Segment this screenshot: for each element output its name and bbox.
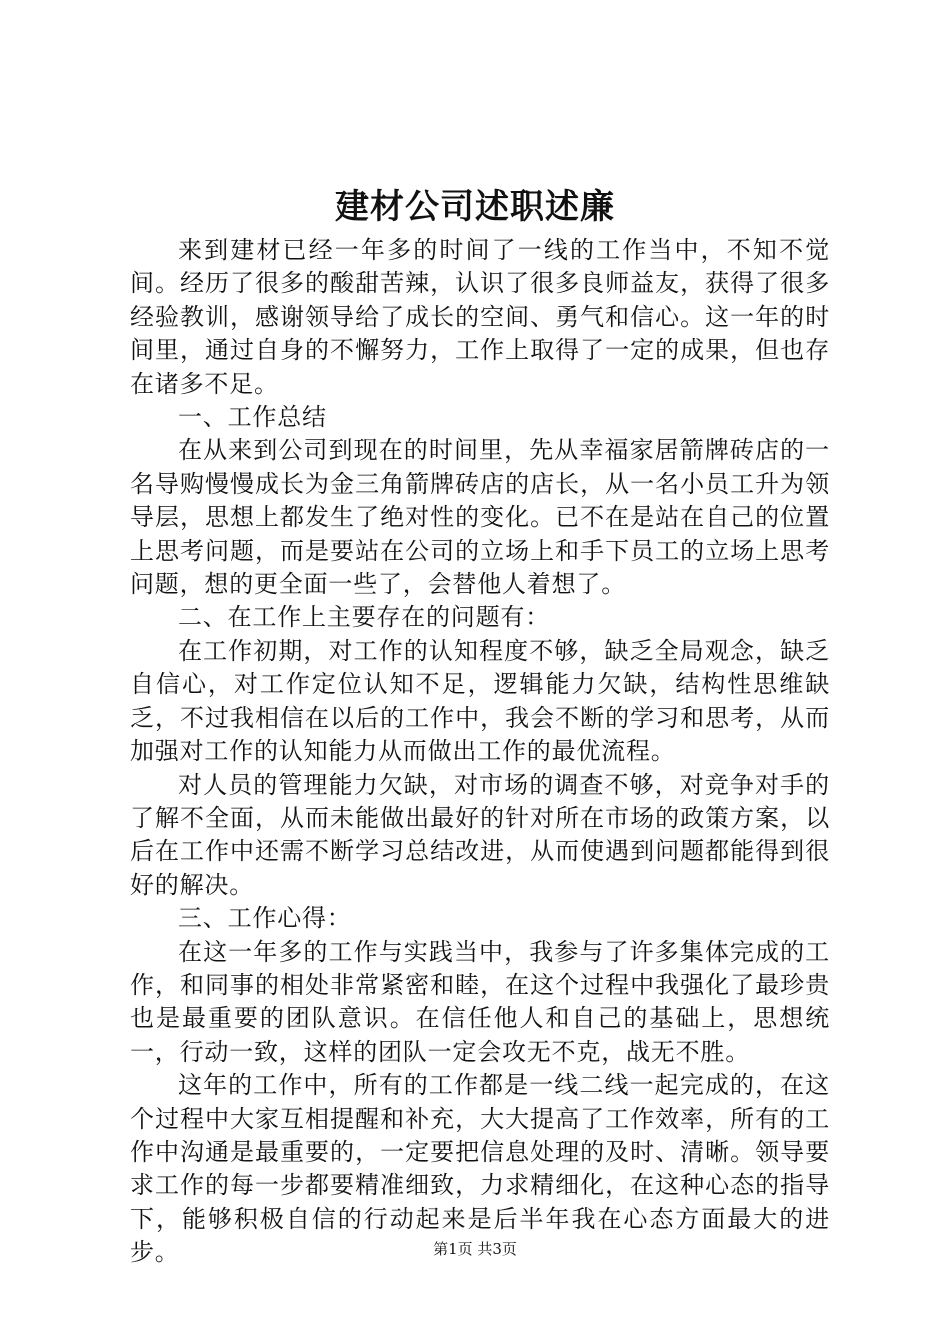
document-title: 建材公司述职述廉	[335, 187, 615, 227]
section-heading-insights: 三、工作心得：	[178, 904, 352, 933]
intro-paragraph: 来到建材已经一年多的时间了一线的工作当中，不知不觉间。经历了很多的酸甜苦辣，认识了很多良师益友，获得了很多经验教训，感谢领导给了成长的空间、勇气和信心。这一年的时间里，通过自身的不懈努力，工作上取得了一定的成果，但也存在诸多不足。	[130, 236, 830, 398]
insights-paragraph-2: 这年的工作中，所有的工作都是一线二线一起完成的，在这个过程中大家互相提醒和补充，大大提高了工作效率，所有的工作中沟通是最重要的，一定要把信息处理的及时、清晰。领导要求工作的每一步都要精准细致，力求精细化，在这种心态的指导下，能够积极自信的行动起来是后半年我在心态方面最大的进步。	[130, 1071, 830, 1267]
work-summary-paragraph: 在从来到公司到现在的时间里，先从幸福家居箭牌砖店的一名导购慢慢成长为金三角箭牌砖店的店长，从一名小员工升为领导层，思想上都发生了绝对性的变化。已不在是站在自己的位置上思考问题，而是要站在公司的立场上和手下员工的立场上思考问题，想的更全面一些了，会替他人着想了。	[130, 436, 830, 599]
document-body	[130, 234, 830, 1270]
problems-paragraph-1: 在工作初期，对工作的认知程度不够，缺乏全局观念，缺乏自信心，对工作定位认知不足，逻辑能力欠缺，结构性思维缺乏，不过我相信在以后的工作中，我会不断的学习和思考，从而加强对工作的认知能力从而做出工作的最优流程。	[130, 636, 830, 766]
problems-paragraph-2: 对人员的管理能力欠缺，对市场的调查不够，对竞争对手的了解不全面，从而未能做出最好的针对所在市场的政策方案，以后在工作中还需不断学习总结改进，从而使遇到问题都能得到很好的解决。	[130, 770, 830, 899]
insights-paragraph-1: 在这一年多的工作与实践当中，我参与了许多集体完成的工作，和同事的相处非常紧密和睦，在这个过程中我强化了最珍贵也是最重要的团队意识。在信任他人和自己的基础上，思想统一，行动一致，这样的团队一定会攻无不克，战无不胜。	[130, 937, 830, 1066]
page-number-footer: 第1页 共3页	[433, 1240, 517, 1258]
section-heading-work-summary: 一、工作总结	[178, 403, 327, 432]
section-heading-problems: 二、在工作上主要存在的问题有：	[178, 603, 550, 632]
